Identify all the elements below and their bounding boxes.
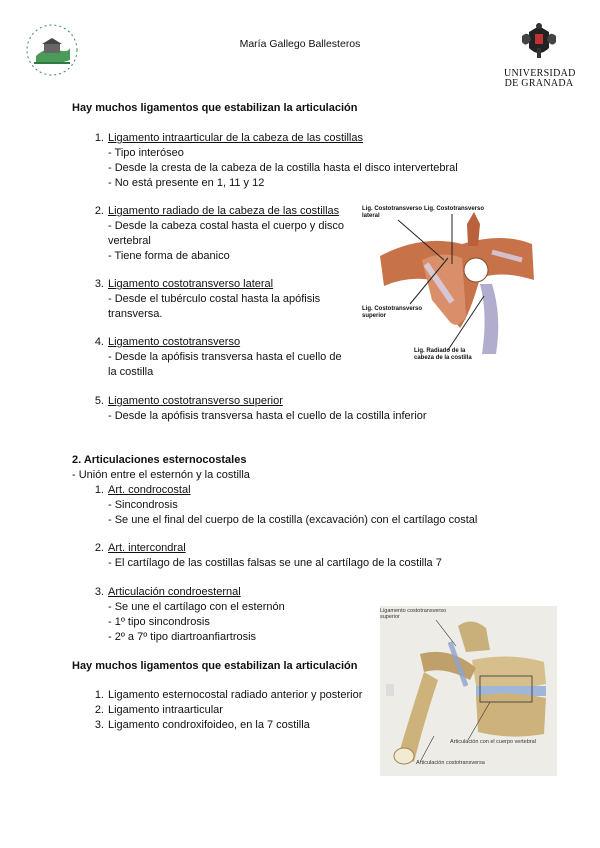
section1-heading: Hay muchos ligamentos que estabilizan la articulación xyxy=(72,102,358,114)
page-author: María Gallego Ballesteros xyxy=(239,38,361,50)
list-item-line: - Se une el final del cuerpo de la costilla (excavación) con el cartílago costal xyxy=(108,514,478,526)
section3-heading: Hay muchos ligamentos que estabilizan la articulación xyxy=(72,660,358,672)
list-item-title: Ligamento costotransverso xyxy=(108,336,241,348)
list-item-title: Ligamento radiado de la cabeza de las costillas xyxy=(108,205,340,217)
university-name-line1: UNIVERSIDAD xyxy=(504,68,576,79)
list-item-text: Ligamento intraarticular xyxy=(108,704,223,716)
list-item-line: - Desde la apófisis transversa hasta el cuello de la costilla inferior xyxy=(108,410,427,422)
list-number: 3. xyxy=(94,278,104,290)
figure-label-vertebral-body: Articulación con el cuerpo vertebral xyxy=(450,739,536,745)
list-number: 2. xyxy=(94,542,104,554)
list-number: 1. xyxy=(94,132,104,144)
university-logo xyxy=(504,22,574,88)
figure-label-radiate: Lig. Radiado de la cabeza de la costilla xyxy=(414,348,472,361)
section2-intro: - Unión entre el esternón y la costilla xyxy=(72,469,250,481)
list-item-line: - Desde la cresta de la cabeza de la costilla hasta el disco intervertebral xyxy=(108,162,458,174)
list-item-line: - Tipo interóseo xyxy=(108,147,184,159)
list-item-title: Ligamento intraarticular de la cabeza de las costillas xyxy=(108,132,363,144)
list-item-line: - Sincondrosis xyxy=(108,499,178,511)
list-number: 5. xyxy=(94,395,104,407)
list-number: 3. xyxy=(94,586,104,598)
section2-heading: 2. Articulaciones esternocostales xyxy=(72,454,247,466)
figure-label-lateral: Lig. Costotransverso lateral xyxy=(362,206,423,219)
costovertebral-joint-figure xyxy=(380,606,557,776)
list-item-text: Ligamento condroxifoideo, en la 7 costilla xyxy=(108,719,310,731)
list-item-title: Articulación condroesternal xyxy=(108,586,241,598)
list-item-line: - No está presente en 1, 11 y 12 xyxy=(108,177,265,189)
list-item-line: - Desde la cabeza costal hasta el cuerpo y disco xyxy=(108,220,345,232)
list-item-line: - 2º a 7º tipo diartroanfiartrosis xyxy=(108,631,257,643)
list-item-line: transversa. xyxy=(108,308,163,320)
list-item-line: - Desde la apófisis transversa hasta el cuello de xyxy=(108,351,342,363)
list-item-line: - El cartílago de las costillas falsas se une al cartílago de la costilla 7 xyxy=(108,557,442,569)
figure-label-costotransverse: Lig. Costotransverso xyxy=(424,206,485,212)
list-item-text: Ligamento esternocostal radiado anterior y posterior xyxy=(108,689,363,701)
list-number: 3. xyxy=(94,719,104,731)
crest-icon xyxy=(504,22,574,64)
university-name-line2: DE GRANADA xyxy=(504,78,574,89)
list-item-line: - Se une el cartílago con el esternón xyxy=(108,601,285,613)
figure-label-superior: Ligamento costotransverso superior xyxy=(380,608,447,620)
list-number: 2. xyxy=(94,205,104,217)
figure-label-superior: Lig. Costotransverso superior xyxy=(362,306,423,319)
list-item-line: la costilla xyxy=(108,366,154,378)
list-number: 2. xyxy=(94,704,104,716)
figure-label-costotransverse: Articulación costotransversa xyxy=(416,760,485,766)
list-item-line: - Tiene forma de abanico xyxy=(108,250,230,262)
list-number: 1. xyxy=(94,484,104,496)
vertebra-ligaments-figure xyxy=(362,204,538,366)
list-item-line: vertebral xyxy=(108,235,151,247)
list-item-line: - 1º tipo sincondrosis xyxy=(108,616,210,628)
list-item-title: Art. condrocostal xyxy=(108,484,191,496)
list-number: 4. xyxy=(94,336,104,348)
list-item-title: Art. intercondral xyxy=(108,542,186,554)
list-number: 1. xyxy=(94,689,104,701)
list-item-title: Ligamento costotransverso lateral xyxy=(108,278,274,290)
list-item-line: - Desde el tubérculo costal hasta la apófisis xyxy=(108,293,321,305)
list-item-title: Ligamento costotransverso superior xyxy=(108,395,283,407)
